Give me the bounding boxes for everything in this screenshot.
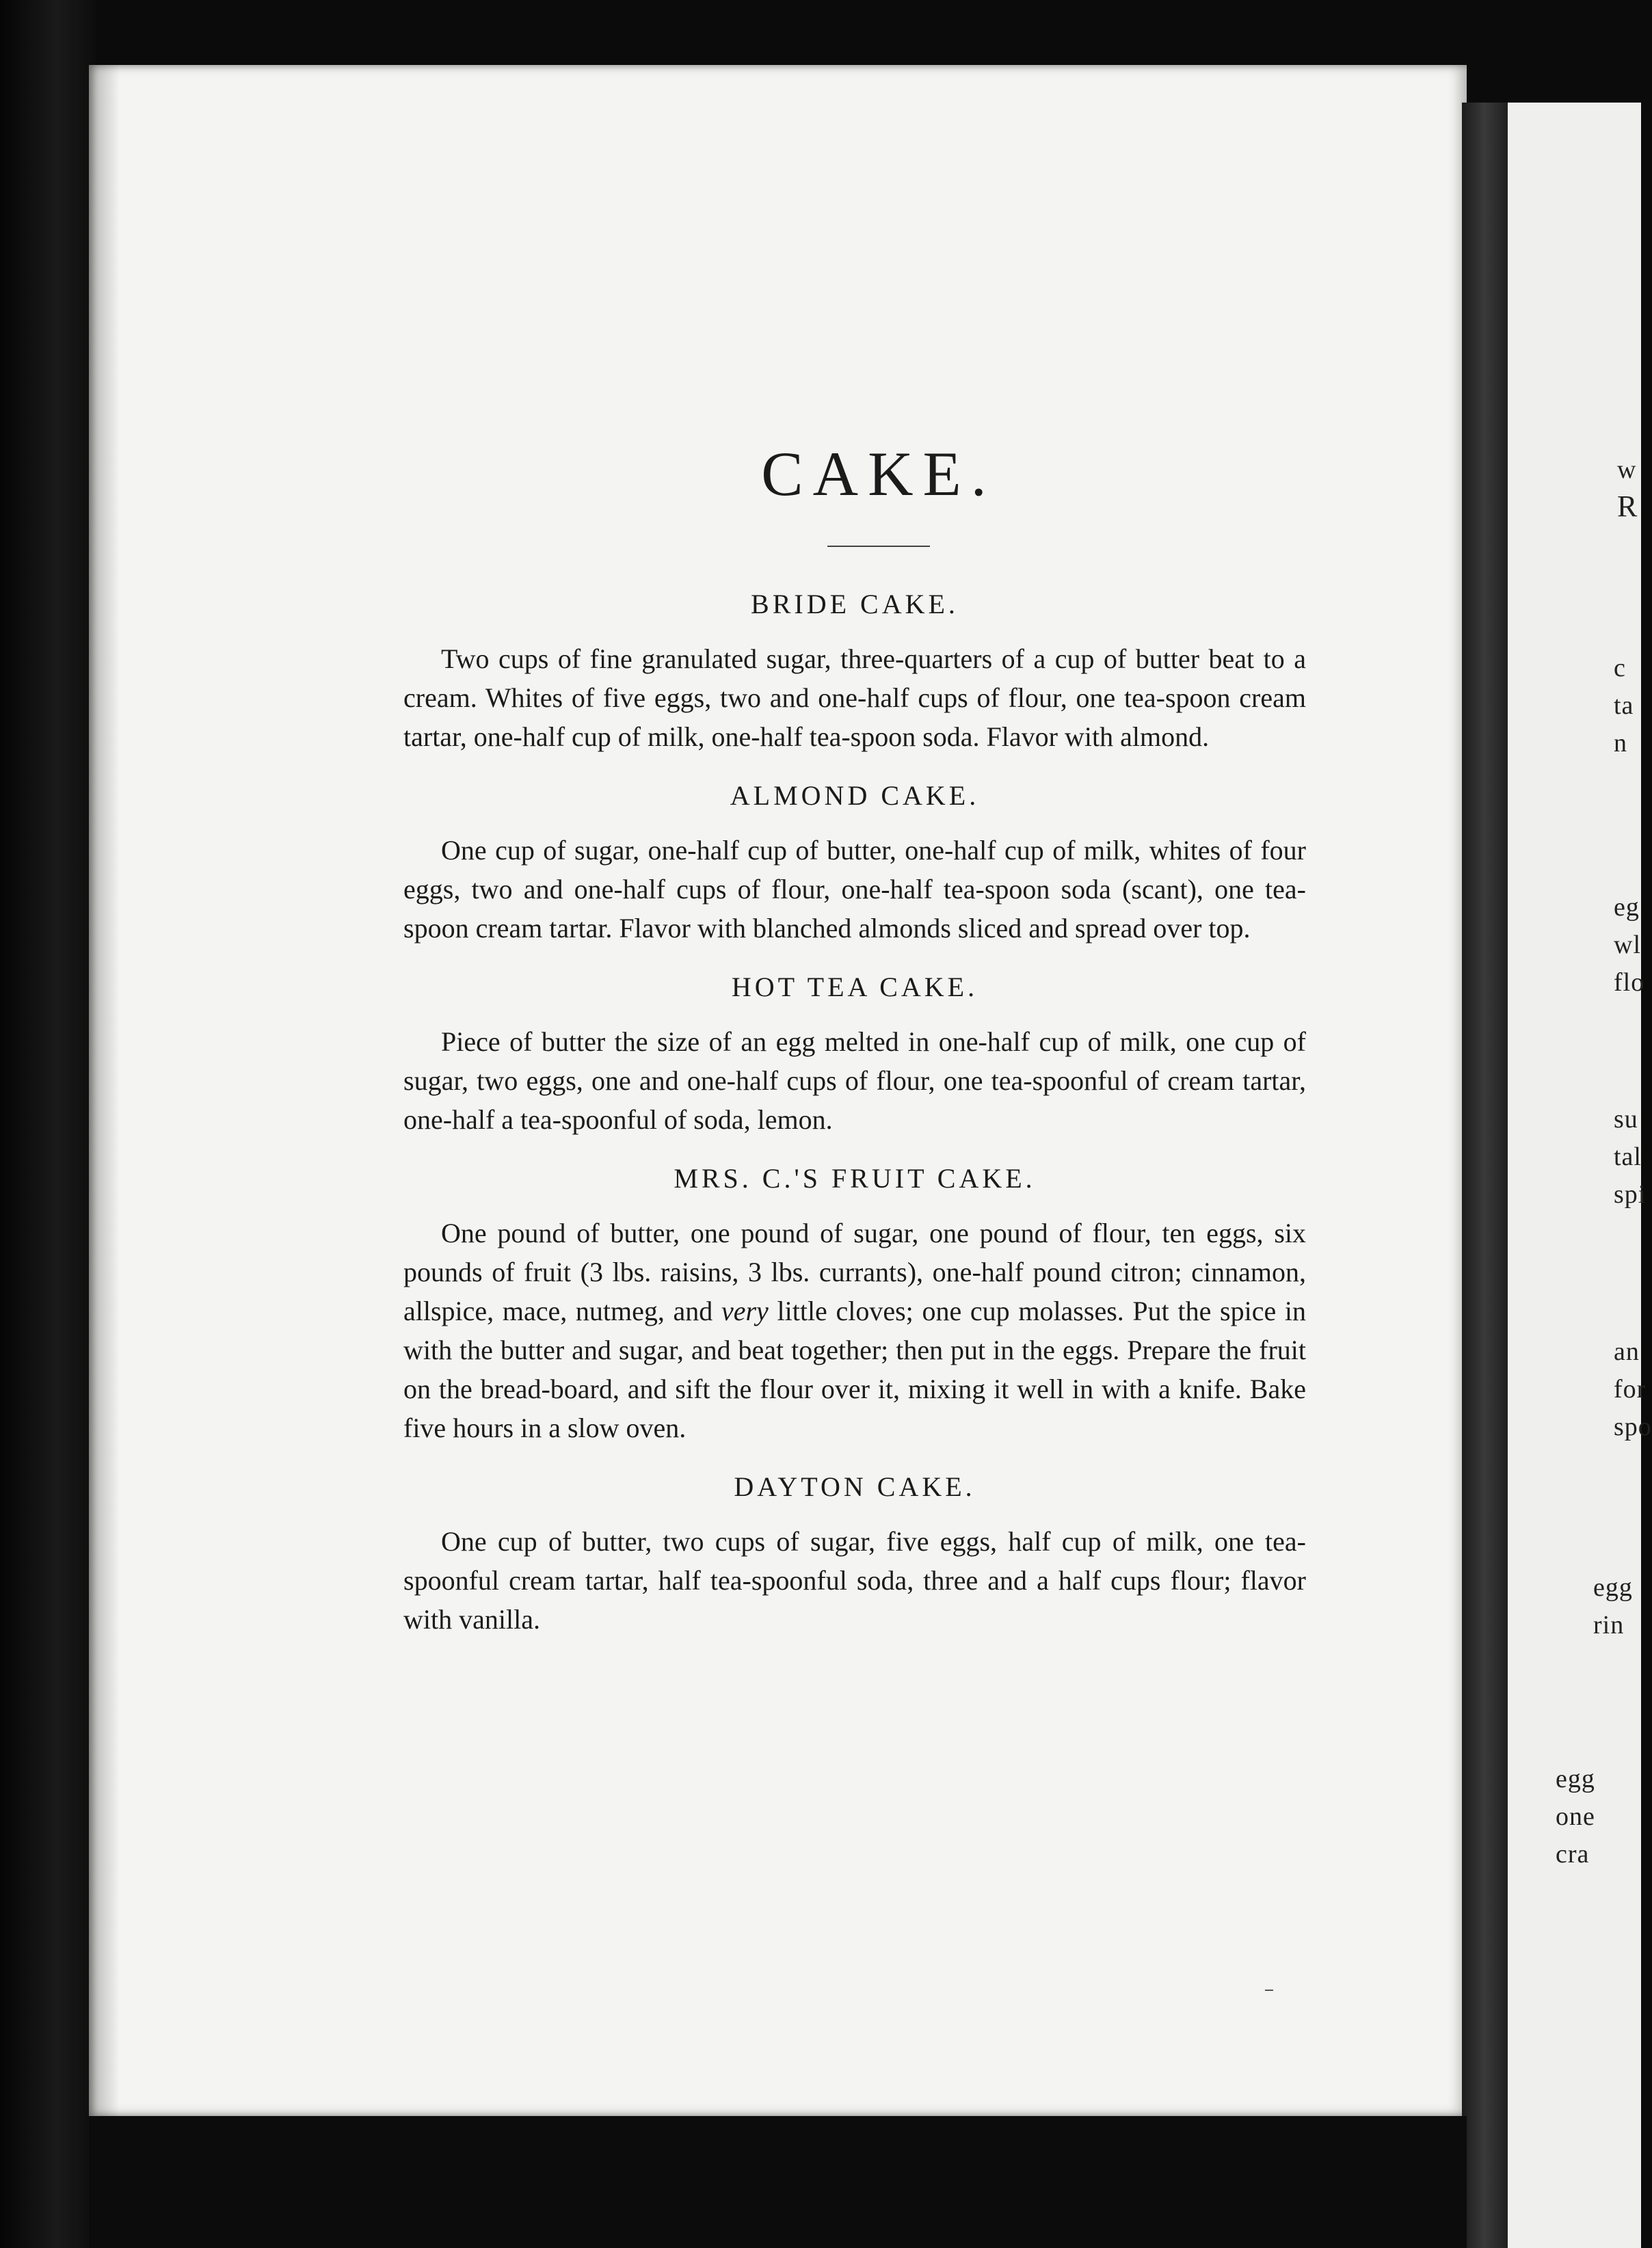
recipe-title: DAYTON CAKE. [734, 1471, 976, 1502]
next-page-fragment: eg [1614, 893, 1640, 922]
recipe-text: Piece of butter the size of an egg melted in one-half cup of milk, one cup of sugar, two eggs, one and one-half cups of flour, one tea-spoonful of cream tartar, one-half a tea-spoonful of soda, lemon. [403, 1026, 1306, 1135]
next-page-fragment: egg [1556, 1765, 1595, 1793]
recipe-title: ALMOND CAKE. [730, 780, 980, 811]
next-page-fragment: rin [1593, 1611, 1625, 1640]
next-page-fragment: an [1614, 1337, 1640, 1366]
recipe-text [403, 1214, 1306, 1447]
next-page-fragment: spi [1614, 1180, 1647, 1209]
recipe-text-part: One pound of butter, one pound of sugar, one pound of flour, ten eggs, six pounds of fruit (3 lbs. raisins, 3 lbs. currants), one-half pound citron; cinnamon, allspice, mace, nutmeg, and [403, 1218, 1306, 1326]
page-mark [1265, 1990, 1273, 1991]
next-page-fragment: n [1614, 729, 1627, 758]
recipe-text: One cup of sugar, one-half cup of butter, one-half cup of milk, whites of four eggs, two and one-half cups of flour, one-half tea-spoon soda (scant), one tea-spoon cream tartar. Flavor with blanched almonds sliced and spread over top. [403, 835, 1306, 944]
recipe-text-part: little cloves; one cup molasses. Put the spice in with the butter and sugar, and beat together; then put in the eggs. Prepare the fruit on the bread-board, and sift the flour over it, mixing it well in with a knife. Bake five hours in a slow oven. [403, 1296, 1306, 1443]
next-page-fragment: c [1614, 654, 1626, 682]
next-page-fragment: flo [1614, 968, 1645, 997]
next-page-fragment: for [1614, 1375, 1647, 1404]
next-page-fragment: R [1617, 490, 1638, 523]
next-page-fragment: tal [1614, 1142, 1642, 1171]
scan-left-edge [0, 0, 96, 2248]
scan-bottom-edge [89, 2116, 1467, 2248]
next-page-fragment: egg [1593, 1573, 1633, 1602]
next-page-edge [1508, 103, 1641, 2248]
recipe-bride-cake [403, 588, 1306, 756]
next-page-fragment: ta [1614, 691, 1634, 720]
title-divider [827, 546, 930, 547]
next-page-fragment: su [1614, 1105, 1638, 1134]
recipe-title: BRIDE CAKE. [751, 589, 959, 619]
recipe-almond-cake [403, 779, 1306, 948]
recipe-hot-tea-cake [403, 971, 1306, 1139]
recipe-title: MRS. C.'S FRUIT CAKE. [674, 1163, 1036, 1194]
next-page-fragment: spo [1614, 1413, 1652, 1441]
next-page-fragment: one [1556, 1802, 1595, 1831]
next-page-fragment: wl [1614, 931, 1641, 959]
page-content [403, 438, 1306, 1662]
recipe-fruit-cake [403, 1162, 1306, 1447]
recipe-dayton-cake [403, 1471, 1306, 1639]
recipe-text-emphasis: very [721, 1296, 769, 1326]
recipe-title: HOT TEA CAKE. [731, 972, 978, 1002]
next-page-fragment: w [1617, 455, 1637, 484]
page-title: CAKE. [761, 439, 996, 509]
recipe-text: Two cups of fine granulated sugar, three-quarters of a cup of butter beat to a cream. Whites of five eggs, two and one-half cups of flour, one tea-spoon cream tartar, one-half cup of milk, one-half tea-spoon soda. Flavor with almond. [403, 643, 1306, 752]
recipe-text: One cup of butter, two cups of sugar, five eggs, half cup of milk, one tea-spoonful cream tartar, half tea-spoonful soda, three and a half cups flour; flavor with vanilla. [403, 1526, 1306, 1635]
next-page-fragment: cra [1556, 1840, 1590, 1869]
